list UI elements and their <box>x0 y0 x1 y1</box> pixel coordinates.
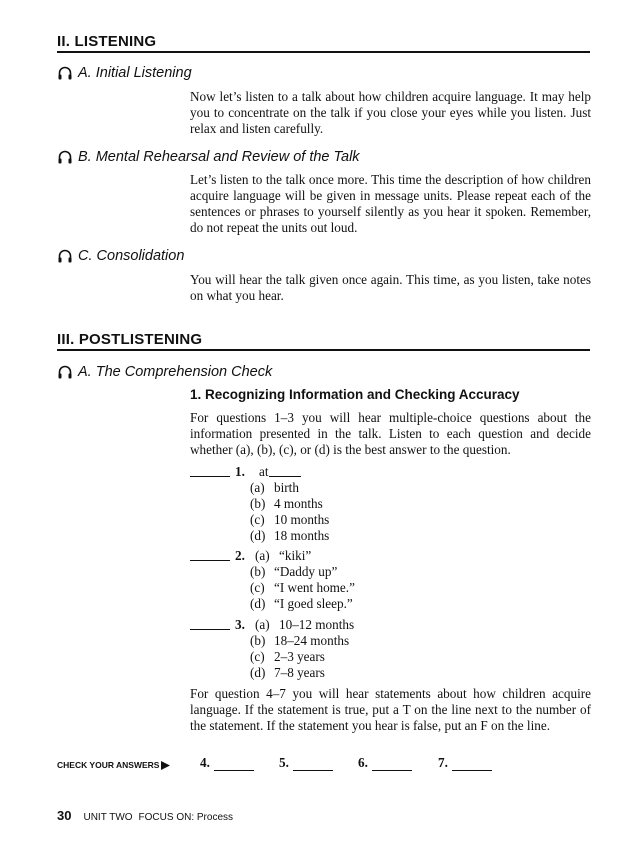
option-label: (a) <box>255 548 270 563</box>
tf-item-7 <box>438 755 492 771</box>
option-text: 7–8 years <box>274 665 325 680</box>
headphones-icon <box>57 149 73 165</box>
check-your-answers-label: CHECK YOUR ANSWERS <box>57 760 160 770</box>
footer-unit: UNIT TWO <box>83 812 133 823</box>
subsection-title-comprehension-check <box>57 363 272 381</box>
option-row <box>250 496 329 512</box>
paragraph-tf-intro: For question 4–7 you will hear statements about how children acquire language. If the statement is true, put a T on the line next to the number of the statement. If the statement you hear is false, put an F on the line. <box>190 686 591 733</box>
tf-number: 5. <box>279 755 289 770</box>
option-label: (d) <box>250 596 266 611</box>
option-label: (c) <box>250 580 265 595</box>
option-label: (d) <box>250 528 266 543</box>
headphones-icon <box>57 248 73 264</box>
option-row <box>250 665 354 681</box>
play-arrow-icon <box>161 761 170 770</box>
subsection-title-text: A. Initial Listening <box>78 65 192 81</box>
option-text: 4 months <box>274 496 323 511</box>
option-text: “Daddy up” <box>274 564 338 579</box>
section-heading-postlistening: III. POSTLISTENING <box>57 331 590 351</box>
option-label: (c) <box>250 649 265 664</box>
option-text: 10 months <box>274 512 330 527</box>
headphones-icon <box>57 364 73 380</box>
tf-number: 7. <box>438 755 448 770</box>
option-label: (a) <box>255 617 270 632</box>
option-row <box>250 528 329 544</box>
question-number: 3. <box>235 617 245 632</box>
paragraph-mental-rehearsal: Let’s listen to the talk once more. This time the description of how children acquire language will be given in message units. Please repeat each of the sentences or phrases to yourself silently as you hear it spoken. Remember, do not repeat the units out loud. <box>190 172 591 235</box>
option-row <box>250 633 354 649</box>
option-row <box>250 580 355 596</box>
option-text: “I went home.” <box>274 580 355 595</box>
tf-answer-blank[interactable] <box>372 757 412 771</box>
option-label: (b) <box>250 564 266 579</box>
option-text: “I goed sleep.” <box>274 596 353 611</box>
tf-item-5 <box>279 755 333 771</box>
option-text: 18–24 months <box>274 633 350 648</box>
stem-blank <box>269 464 301 477</box>
option-text: birth <box>274 480 299 495</box>
question-2 <box>190 548 355 612</box>
option-row <box>250 564 355 580</box>
exercise-heading: 1. Recognizing Information and Checking Accuracy <box>190 387 520 402</box>
option-text: “kiki” <box>279 548 312 563</box>
option-label: (c) <box>250 512 265 527</box>
subsection-title-initial-listening <box>57 64 192 82</box>
page-footer <box>57 808 233 823</box>
option-row <box>250 649 354 665</box>
option-row <box>250 512 329 528</box>
option-label: (b) <box>250 633 266 648</box>
headphones-icon <box>57 65 73 81</box>
tf-answer-blank[interactable] <box>452 757 492 771</box>
question-stem: at <box>259 464 269 479</box>
footer-focus: FOCUS ON: Process <box>138 812 234 823</box>
subsection-title-text: C. Consolidation <box>78 248 185 264</box>
option-label: (a) <box>250 480 265 495</box>
check-your-answers <box>57 760 170 770</box>
subsection-title-text: A. The Comprehension Check <box>78 364 273 380</box>
tf-number: 4. <box>200 755 210 770</box>
question-1 <box>190 464 329 544</box>
option-text: 2–3 years <box>274 649 325 664</box>
option-label: (d) <box>250 665 266 680</box>
paragraph-mc-intro: For questions 1–3 you will hear multiple-choice questions about the information presented in the talk. Listen to each question and decide whether (a), (b), (c), or (d) is the best answer to the question. <box>190 410 591 457</box>
subsection-title-text: B. Mental Rehearsal and Review of the Talk <box>78 149 360 165</box>
tf-item-6 <box>358 755 412 771</box>
tf-answer-blank[interactable] <box>293 757 333 771</box>
question-3 <box>190 617 354 681</box>
answer-blank[interactable] <box>190 464 230 477</box>
answer-blank[interactable] <box>190 617 230 630</box>
option-text: 18 months <box>274 528 330 543</box>
tf-number: 6. <box>358 755 368 770</box>
question-number: 1. <box>235 464 245 479</box>
section-heading-listening: II. LISTENING <box>57 33 590 53</box>
paragraph-initial-listening: Now let’s listen to a talk about how children acquire language. It may help you to concentrate on the talk if you close your eyes while you listen. Just relax and listen carefully. <box>190 89 591 136</box>
tf-item-4 <box>200 755 254 771</box>
page-number: 30 <box>57 808 72 823</box>
question-number: 2. <box>235 548 245 563</box>
paragraph-consolidation: You will hear the talk given once again. This time, as you listen, take notes on what you hear. <box>190 272 591 303</box>
option-label: (b) <box>250 496 266 511</box>
option-row <box>250 480 329 496</box>
answer-blank[interactable] <box>190 548 230 561</box>
subsection-title-mental-rehearsal <box>57 148 360 166</box>
subsection-title-consolidation <box>57 247 184 265</box>
tf-answer-blank[interactable] <box>214 757 254 771</box>
option-text: 10–12 months <box>279 617 355 632</box>
option-row <box>250 596 355 612</box>
